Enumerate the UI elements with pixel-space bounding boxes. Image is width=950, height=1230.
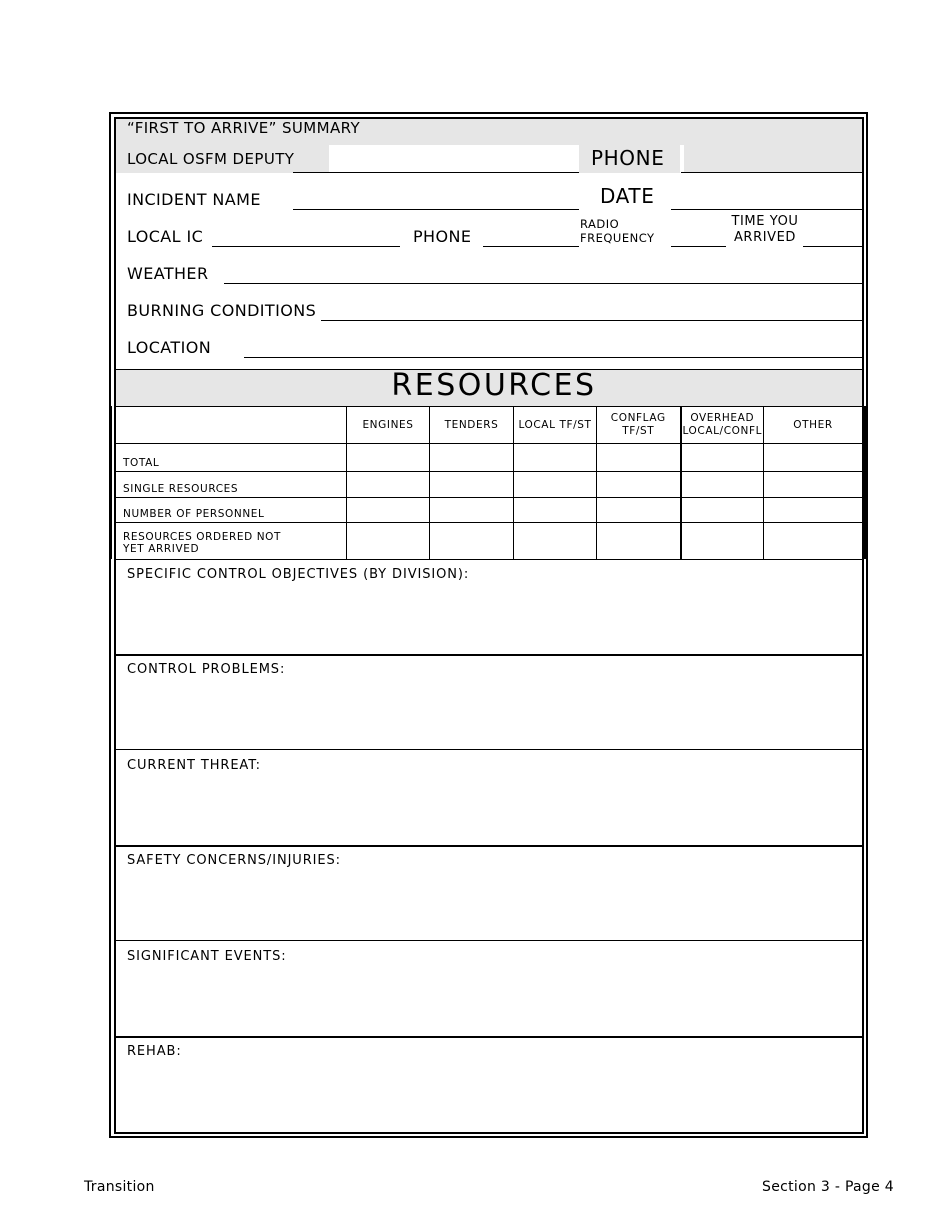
table-row bbox=[115, 444, 863, 472]
location-label: LOCATION bbox=[127, 338, 212, 357]
table-left-edge bbox=[110, 406, 112, 559]
table-cell[interactable] bbox=[681, 472, 764, 498]
section-significant-events-area[interactable] bbox=[116, 965, 862, 1036]
resources-table bbox=[114, 406, 863, 560]
section-divider bbox=[116, 654, 862, 656]
row-label-single-resources: SINGLE RESOURCES bbox=[115, 472, 347, 498]
table-header-row bbox=[115, 407, 863, 444]
table-cell[interactable] bbox=[347, 472, 430, 498]
table-cell[interactable] bbox=[597, 444, 681, 472]
time-you-arrived-line[interactable] bbox=[803, 246, 862, 247]
burning-conditions-label: BURNING CONDITIONS bbox=[127, 301, 317, 320]
section-specific-control-objectives-label: SPECIFIC CONTROL OBJECTIVES (BY DIVISION): bbox=[127, 567, 470, 582]
table-row bbox=[115, 498, 863, 523]
column-header-other: OTHER bbox=[764, 407, 863, 444]
section-divider bbox=[116, 940, 862, 941]
radio-frequency-label: RADIO FREQUENCY bbox=[580, 217, 655, 245]
title-band-gap bbox=[329, 145, 579, 173]
date-label: DATE bbox=[600, 184, 655, 208]
section-current-threat-area[interactable] bbox=[116, 774, 862, 845]
column-header-tenders: TENDERS bbox=[430, 407, 514, 444]
table-cell[interactable] bbox=[681, 444, 764, 472]
phone-header-label: PHONE bbox=[591, 146, 665, 170]
phone-header-line[interactable] bbox=[681, 172, 862, 173]
section-safety-concerns-label: SAFETY CONCERNS/INJURIES: bbox=[127, 853, 341, 868]
time-you-arrived-label: TIME YOU ARRIVED bbox=[731, 214, 799, 245]
incident-name-label: INCIDENT NAME bbox=[127, 190, 261, 209]
column-header-engines: ENGINES bbox=[347, 407, 430, 444]
table-row bbox=[115, 472, 863, 498]
table-cell[interactable] bbox=[597, 523, 681, 560]
section-safety-concerns-area[interactable] bbox=[116, 869, 862, 940]
section-control-problems-area[interactable] bbox=[116, 678, 862, 749]
local-osfm-deputy-label: LOCAL OSFM DEPUTY bbox=[127, 150, 295, 168]
section-divider bbox=[116, 749, 862, 750]
local-osfm-deputy-line[interactable] bbox=[293, 172, 579, 173]
table-cell[interactable] bbox=[764, 498, 863, 523]
table-cell[interactable] bbox=[430, 472, 514, 498]
resources-title: RESOURCES bbox=[391, 368, 597, 403]
table-cell[interactable] bbox=[764, 444, 863, 472]
table-cell[interactable] bbox=[430, 444, 514, 472]
table-cell[interactable] bbox=[514, 472, 597, 498]
phone-line[interactable] bbox=[483, 246, 579, 247]
footer-left: Transition bbox=[84, 1179, 155, 1195]
table-cell[interactable] bbox=[430, 523, 514, 560]
section-rehab-area[interactable] bbox=[116, 1060, 862, 1130]
local-ic-line[interactable] bbox=[212, 246, 400, 247]
table-cell[interactable] bbox=[597, 472, 681, 498]
section-current-threat-label: CURRENT THREAT: bbox=[127, 758, 261, 773]
location-line[interactable] bbox=[244, 357, 862, 358]
radio-frequency-line[interactable] bbox=[671, 246, 726, 247]
section-divider bbox=[116, 845, 862, 847]
local-ic-label: LOCAL IC bbox=[127, 227, 204, 246]
column-header-overhead: OVERHEAD LOCAL/CONFL bbox=[681, 407, 764, 444]
weather-line[interactable] bbox=[224, 283, 862, 284]
section-divider bbox=[116, 1036, 862, 1038]
section-specific-control-objectives-area[interactable] bbox=[116, 582, 862, 654]
table-cell[interactable] bbox=[681, 498, 764, 523]
table-cell[interactable] bbox=[764, 523, 863, 560]
table-cell[interactable] bbox=[514, 444, 597, 472]
title-band-gap-2 bbox=[680, 145, 684, 173]
form-title: “FIRST TO ARRIVE” SUMMARY bbox=[127, 119, 361, 137]
table-cell[interactable] bbox=[430, 498, 514, 523]
row-label-number-of-personnel: NUMBER OF PERSONNEL bbox=[115, 498, 347, 523]
table-cell[interactable] bbox=[514, 523, 597, 560]
date-line[interactable] bbox=[671, 209, 862, 210]
column-header-conflag-tf-st: CONFLAG TF/ST bbox=[597, 407, 681, 444]
table-cell[interactable] bbox=[347, 523, 430, 560]
weather-label: WEATHER bbox=[127, 264, 209, 283]
table-cell[interactable] bbox=[514, 498, 597, 523]
section-significant-events-label: SIGNIFICANT EVENTS: bbox=[127, 949, 287, 964]
table-cell[interactable] bbox=[764, 472, 863, 498]
table-cell[interactable] bbox=[597, 498, 681, 523]
column-header-blank bbox=[115, 407, 347, 444]
incident-name-line[interactable] bbox=[293, 209, 579, 210]
table-cell[interactable] bbox=[681, 523, 764, 560]
section-rehab-label: REHAB: bbox=[127, 1044, 182, 1059]
column-header-local-tf-st: LOCAL TF/ST bbox=[514, 407, 597, 444]
section-control-problems-label: CONTROL PROBLEMS: bbox=[127, 662, 286, 677]
phone-label: PHONE bbox=[413, 227, 472, 246]
table-cell[interactable] bbox=[347, 498, 430, 523]
table-right-edge bbox=[864, 406, 867, 559]
burning-conditions-line[interactable] bbox=[321, 320, 862, 321]
row-label-resources-ordered: RESOURCES ORDERED NOT YET ARRIVED bbox=[115, 523, 347, 560]
row-label-total: TOTAL bbox=[115, 444, 347, 472]
table-cell[interactable] bbox=[347, 444, 430, 472]
footer-page-number: Section 3 - Page 4 bbox=[762, 1179, 894, 1195]
table-row bbox=[115, 523, 863, 560]
